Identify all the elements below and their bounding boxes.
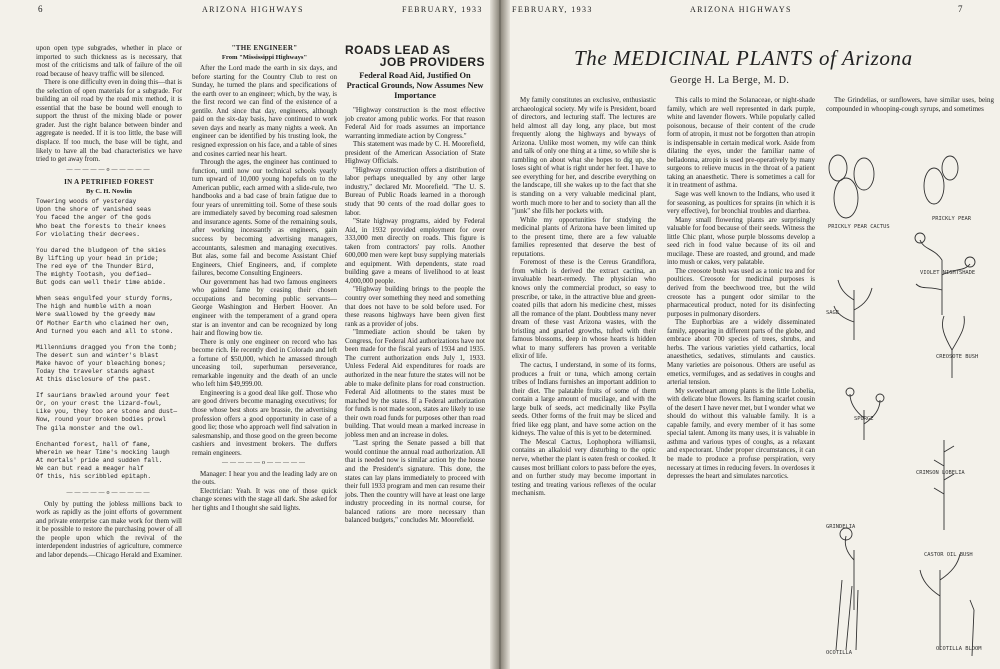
paragraph: My family constitutes an exclusive, enthusiastic archaeological society. My wife is President, board of directors, and lecturing staff. The lectures are held almost all day long, any place, but most frequently along the highways and byways of Arizona. Unlike most women, my wife can think and talk of only one thing at a time, so while she is rambling on about what she hopes to dig up, she loses sight of what is right under her feet. I have to see everything for her, and describe everything on the landscape, till she wakes up to the fact that she is standing on a very valuable medicinal plant, worth much more to her and to society than all the "junk" she fills her pockets with. — [512, 96, 656, 216]
closing-paragraph: Only by putting the jobless millions back to work as rapidly as the joint efforts of government and private enterprise can make work for them will it be possible to restore the purchasing power of all the people upon which the revival of the interdependent industries of agriculture, commerce and labor depends.—Chicago Herald and Examiner. — [36, 499, 182, 559]
sketch-label: CRIMSON LOBELIA — [916, 470, 965, 476]
separator: —————o————— — [66, 166, 152, 173]
article-title-suffix: of Arizona — [819, 46, 913, 70]
running-head: ARIZONA HIGHWAYS — [202, 5, 304, 14]
paragraph: "State highway programs, aided by Federal Aid, in 1932 provided employment for over 333,000 men directly on roads. This figure is taken from contractors' pay rolls. Another 600,000 men were kept busy supplying materials and equipment. With dependents, state road building gave a means of livelihood to at least 4,000,000 people. — [345, 217, 485, 285]
left-column-2 — [192, 44, 337, 513]
page-number: 6 — [38, 4, 43, 14]
poem — [36, 198, 182, 481]
paragraph: Through the ages, the engineer has continued to function, until now our technical schools yearly turn upward of 10,000 young hopefuls on to the American public, each armed with a slide-rule, two handbooks and a bad case of brain fatigue due to four years of unremitting toil. Some of these souls are immediately saved by becoming road salesmen and insurance agents. Some of the remaining souls, after working incessantly as engineers, gain success by becoming advertising managers, accountants, salesmen and managing executives. But alas, some fail and become Assistant Chief Engineers, Chief Engineers, and, if complete failures, become Consulting Engineers. — [192, 158, 337, 278]
issue-date: FEBRUARY, 1933 — [402, 5, 483, 14]
dialogue-line: Manager: I hear you and the leading lady are on the outs. — [192, 469, 337, 487]
paragraph: "Highway building brings to the people the country over something they need and something that does not have to be sold before used. For these reasons highways have been given first rank as a provider of jobs. — [345, 285, 485, 328]
headline-line-1: ROADS LEAD AS — [345, 43, 451, 57]
sketch-label: GRINDELIA — [826, 524, 856, 530]
separator: —————o————— — [222, 460, 307, 467]
headline-line-2: JOB PROVIDERS — [379, 55, 485, 69]
page-gutter — [490, 0, 510, 669]
right-column-3 — [826, 96, 994, 113]
plant-sketches — [824, 140, 996, 668]
paragraph: This calls to mind the Solanaceae, or night-shade family, which are well represented in dark purple, white and lavender flowers. While popularly called poisonous, because of their content of the crude form of atropin, it must not be forgotten than atropin is indispensable in certain medical work. Aside from dilating the eyes, under the familiar name of belladonna, atropin is used pre-operatively by many surgeons to relieve mucus in the throat of a patient taking an anaesthetic. There is sometimes a call for it in treatment of asthma. — [667, 96, 815, 190]
sketch-label: PRICKLY PEAR CACTUS — [828, 224, 890, 230]
page-number: 7 — [958, 4, 963, 14]
paragraph: upon open type subgrades, whether in place or imported to such thickness as is necessary, that most of the criticisms and talk of failure of the oil road because of heavy traffic will be silenced. — [36, 44, 182, 78]
left-column-3 — [345, 44, 485, 525]
paragraph: After the Lord made the earth in six days, and before starting for the Country Club to rest on Sunday, he turned the plans and specifications of the earth over to an engineer; which, by the way, is the first record we can find of the existence of a gentile. And since that day, engineers, although paid on the six-day basis, have continued to work seven days and nearly as many nights a week. An engineer can be identified by his trusting look, the resigned expression on his face, and a table of sines and cosines carried near his heart. — [192, 64, 337, 158]
paragraph: There is one difficulty even in doing this—that is the selection of open materials for a subgrade. For building an oil road by the road mix method, it is essential that the base be bound well enough to support the thrust of the mixing blade or power grader. Just the right balance between binder and aggregate is needed. If it is too little, the base will displace. If too much, the base will be tight, and likely to have all the bad characteristics we have tried to get away from. — [36, 78, 182, 164]
paragraph: Many small flowering plants are surprisingly valuable for food because of their seeds. Witness the little Chic plant, whose purple blossoms develop a seed rich in food value because of its oil and mucilage. These are roasted, and ground, and made into mush or cakes, very palatable. — [667, 215, 815, 267]
sketch-label: VIOLET NIGHTSHADE — [920, 270, 976, 276]
sketch-label: SPURGE — [854, 416, 874, 422]
stanza: Millenniums dragged you from the tomb; The desert sun and winter's blast Make havoc of your bleaching bones; Today the traveler stands aghast At this disclosure of the past. — [36, 343, 178, 384]
poem-title: IN A PETRIFIED FOREST — [64, 178, 154, 187]
article-title — [574, 46, 913, 71]
stanza: Towering woods of yesterday Upon the shore of vanished seas You faced the anger of the gods Who beat the forests to their knees For violating their decrees. — [36, 198, 166, 238]
subheadline: Federal Road Aid, Justified On Practical Grounds, Now Assumes New Importance — [346, 71, 484, 100]
sketch-label: CASTOR OIL BUSH — [924, 552, 973, 558]
article-source: From "Mississippi Highways" — [221, 53, 308, 61]
paragraph: "Immediate action should be taken by Congress, for Federal Aid authorizations have not been made for the fiscal years of 1934 and 1935. The current authorization ends July 1, 1933. Unless Federal Aid expenditures for roads are authorized in the near future the states will not be able to make definite plans for road construction. Federal Aid allotments to the states must be matched by the states. If a Federal authorization for funds is not made soon, states are likely to use their own road funds for purposes other than road building. That would mean a marked increase in jobless men and an increase in doles. — [345, 328, 485, 439]
left-column-1 — [36, 44, 182, 559]
paragraph: There is only one engineer on record who has become rich. He recently died in Colorado and left a fortune of $50,000, which he amassed through unceasing toil, superhuman perseverance, remarkable ingenuity and the death of an uncle who left him $49,999.00. — [192, 337, 337, 389]
sketch-label: PRICKLY PEAR — [932, 216, 971, 222]
stanza: You dared the bludgeon of the skies By lifting up your head in pride; The red eye of the Thunder Bird, The mighty Tootash, you defied— But gods can well their time abide. — [36, 246, 166, 287]
dialogue-line: Electrician: Yeah. It was one of those quick change scenes with the stage all dark. She asked for her tights and I thought she said lights. — [192, 486, 338, 512]
left-page — [0, 0, 496, 669]
sketch-label: OCOTILLA BLOOM — [936, 646, 982, 652]
paragraph: "Last spring the Senate passed a bill that would continue the annual road authorization. All that is needed now is similar action by the house and the President's signature. This done, the states can lay plans immediately to proceed with their full 1933 program and men can resume their jobs. Then the country will have at least one large industry proceeding in its normal course, for balanced rations are more necessary than balanced budgets," concludes Mr. Moorefield. — [345, 439, 485, 525]
paragraph: "Highway construction offers a distribution of labor perhaps unequalled by any other large industry," declared Mr. Moorefield. "The U. S. Bureau of Public Roads learned in a thorough study that 90 cents of the road dollar goes to labor. — [345, 165, 485, 217]
paragraph: My sweetheart among plants is the little Lobelia, with delicate blue flowers. Its flaming scarlet cousin of the desert I have never met, but I wonder what we should do without this valuable family. It is a capable family, and every member of it has some special talent. Among its many uses, it is valuable in asthma and various types of coughs, as a relaxant and expectorant. Under proper circumstances, it can be made to produce a profuse perspiration, very necessary at times in reducing fevers. In overdoses it depresses the heart and simulates narcotics. — [667, 386, 815, 481]
paragraph: The Mescal Cactus, Lophophora williamsii, contains an alkaloid very disturbing to the optic nerve, whether the plant is eaten fresh or cooked. It causes most brilliant colors to pass before the eyes, and on further study may become important in testing and treating various reflexes of the ocular mechanism. — [512, 437, 656, 498]
article-title-main: The MEDICINAL PLANTS — [574, 46, 814, 70]
sketch-label: OCOTILLA — [826, 650, 852, 656]
issue-date: FEBRUARY, 1933 — [512, 5, 593, 14]
paragraph: The Grindelias, or sunflowers, have similar uses, being compounded in whooping-cough syrups, and sometimes — [826, 96, 994, 113]
stanza: Enchanted forest, hall of fame, Wherein we hear Time's mocking laugh At mortals' pride and sudden fall. We can but read a meager half Of this, his scribbled epitaph. — [36, 440, 170, 481]
paragraph: Our government has had two famous engineers who gained fame by ceasing their chosen occupations and becoming public servants—George Washington and Herbert Hoover. An engineer with the temperament of a grand opera star is an inventor and can be recognized by long hair and flowing bow tie. — [192, 277, 337, 338]
sketch-label: CREOSOTE BUSH — [936, 354, 979, 360]
paragraph: Sage was well known to the Indians, who used it for seasoning, as poultices for sprains (in which it is very effective), for bronchial troubles and diarrhea. — [667, 190, 815, 216]
article-title: "THE ENGINEER" — [231, 44, 298, 52]
paragraph: Engineering is a good deal like golf. Those who are good drivers become managing executives; for those whose best shots are brassie, the advertising profession offers a good opportunity in case of a good lie; those who approach well find salvation in salesmanship, and those good on the green become cashiers and investment brokers. The duffers remain engineers. — [192, 388, 337, 457]
article-author: George H. La Berge, M. D. — [670, 75, 790, 86]
right-column-1 — [512, 96, 656, 498]
separator: —————o————— — [66, 490, 152, 497]
paragraph: "Highway construction is the most effective job creator among public works. For that reason Federal Aid for roads assumes an importance warranting immediate action by Congress." — [345, 106, 485, 140]
stanza: When seas engulfed your sturdy forms, The high and humble with a moan Were swallowed by the greedy maw Of Mother Earth who claimed her own, And turned you each and all to stone. — [36, 295, 174, 335]
paragraph: The Euphorbias are a widely disseminated family, appearing in different parts of the globe, and embrace about 700 species of trees, shrubs, and herbs. The various varieties yield cathartics, local anaesthetics, sedatives, stimulants and caustics. Many varieties are poisonous. Others are useful as emetics, vermifuges, and as sedatives in coughs and arterial tension. — [667, 318, 815, 387]
paragraph: This statement was made by C. H. Moorefield, president of the American Association of State Highway Officials. — [345, 140, 485, 166]
paragraph: The creosote bush was used as a tonic tea and for poultices. Creosote for medicinal purposes is derived from the beechwood tree, but the wild creosote has a pungent odor similar to the pharmaceutical product, noted for its disinfecting purposes in pulmonary disorders. — [667, 266, 815, 318]
paragraph: The cactus, I understand, in some of its forms, produces a fruit or tuna, which among certain tribes of Indians furnishes an important addition to their diet. The palatable fruits of some of them contain a large amount of mucilage, and with the large bulk of seeds, act medicinally like Psylla seeds. Other forms of the fruit may be sliced and fried like egg plant, and have some action on the kidneys. The value of this is yet to be determined. — [512, 360, 656, 438]
right-column-2 — [667, 96, 815, 481]
sketch-label: SAGE — [826, 310, 839, 316]
stanza: If saurians brawled around your feet Or, on your crest the lizard-fowl, Like you, they too are stone and dust— Now, round your broken bodies prowl The gila monster and the owl. — [36, 392, 178, 432]
poem-author: By C. H. Nowlin — [86, 187, 132, 195]
paragraph: While my opportunities for studying the medicinal plants of Arizona have been limited up to the present time, there are a few valuable families represented that deserve the best of reputations. — [512, 215, 656, 258]
running-head: ARIZONA HIGHWAYS — [690, 5, 792, 14]
paragraph: Foremost of these is the Cereus Grandiflora, from which is derived the extract cactina, an invaluable heart-remedy. The physician who knows only the commercial product, so easy to prescribe, or take, in the attractive blue and green-coated pills that adorn his medicine chest, misses all the romance of the plant. Doubtless many never dream of these vast Arizona wastes, with the bristling and gnarled growths, tufted with their famous blossoms, deep in whose hearts is hidden what to many sufferers has proven a veritable elixir of life. — [512, 258, 656, 361]
